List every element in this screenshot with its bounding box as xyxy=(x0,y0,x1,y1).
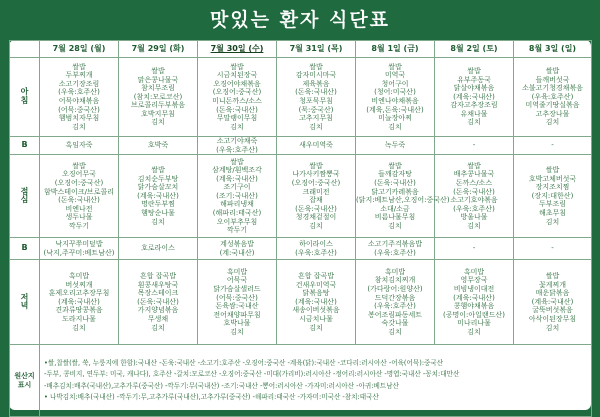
menu-cell xyxy=(356,137,435,155)
day-header: 8월 1일 (금) xyxy=(356,41,435,58)
menu-item: 쌀밥 xyxy=(545,66,560,75)
menu-item: (돈육:국내산) xyxy=(137,297,179,306)
menu-item: 방울나물 xyxy=(460,213,488,222)
menu-item: - xyxy=(472,141,476,150)
menu-table-card xyxy=(9,40,591,410)
day-header-row xyxy=(10,41,592,58)
menu-cell xyxy=(435,260,514,345)
menu-item: 청경채겉절이 xyxy=(295,213,337,222)
menu-item: 소고기장조림 xyxy=(58,79,100,88)
menu-cell xyxy=(277,137,356,155)
menu-item: 하이라이스 xyxy=(299,240,333,249)
menu-cell xyxy=(119,238,198,260)
menu-item: 닭가슴살꼬치 xyxy=(137,183,179,192)
menu-cell xyxy=(198,260,277,345)
origin-line: -배추김치:배추(국내산),고추가루(중국산) -깍두기:무(국내산) -조기:국내산 -뽕어:러시아산 -가자미:러시아산 -아귀:베트남산 xyxy=(44,381,399,390)
day-header: 8월 3일 (일) xyxy=(514,41,592,58)
menu-item: 미나리나물 xyxy=(457,319,491,328)
menu-cell xyxy=(514,58,592,137)
menu-item: (계육:국내산) xyxy=(216,174,258,183)
menu-cell xyxy=(514,137,592,155)
menu-item: 아삭이된장무침 xyxy=(528,315,577,324)
menu-item: 맑은콩나물국 xyxy=(137,75,179,84)
day-header-today: 7월 30일 (수) xyxy=(198,41,277,58)
menu-item: 브로콜리두부볶음 xyxy=(130,101,186,110)
menu-item: 무말랭이무침 xyxy=(216,114,258,123)
menu-item: 고추지무침 xyxy=(299,114,333,123)
menu-item: 흑미밥 xyxy=(68,272,90,281)
menu-item: 쌀밥 xyxy=(230,157,244,166)
menu-item: 소고기야채죽 xyxy=(216,137,258,145)
menu-item: 함박스테이크/브로콜리 xyxy=(44,187,114,196)
menu-item: 소고기주걱볶음밥 xyxy=(367,240,423,249)
menu-item: 미역줄기땅실볶음 xyxy=(525,101,580,110)
menu-item: 낙지꾸쭈미덮밥 xyxy=(55,240,103,249)
menu-item: 쌀밥 xyxy=(309,62,323,71)
day-header: 8월 2일 (토) xyxy=(435,41,514,58)
menu-item: (계:국내산) xyxy=(219,248,255,257)
breakfast-label: 아 침 xyxy=(10,58,40,137)
menu-item: 흑미밥 xyxy=(384,267,406,276)
menu-item: 흔합 잡곡밥 xyxy=(297,272,335,281)
menu-item: 콩햄야채볶음 xyxy=(453,302,495,311)
menu-item: 햄탕순나물 xyxy=(141,209,175,218)
menu-cell xyxy=(277,58,356,137)
menu-item: 호박죽 xyxy=(147,141,169,150)
menu-item: (닭지:베트남산,오징어:중국산) xyxy=(356,196,450,205)
menu-item: 두부찌개 xyxy=(65,71,93,80)
origin-line: • 나박김치:배추(국내산) -깍두기:무,고추가루(국내산),고추가루(중국산) -해파리:태국산 -가자미:미국산 -참치:태국산 xyxy=(44,393,379,402)
menu-item: 참치무조림 xyxy=(141,84,175,93)
menu-item: 김치 xyxy=(388,122,402,131)
menu-item: (오징어:중국산) xyxy=(54,179,104,187)
menu-item: (계육:국내산) xyxy=(453,293,495,302)
menu-item: 호박나물 xyxy=(223,319,251,328)
menu-item: 쌀밥 xyxy=(467,66,481,75)
menu-item: (청어:미국산) xyxy=(374,88,416,97)
menu-cell xyxy=(277,238,356,260)
menu-item: 닭고기카레볶음 xyxy=(371,187,419,196)
breakfast-row xyxy=(10,58,592,137)
menu-cell xyxy=(40,58,119,137)
menu-item: 미늘장아찌 xyxy=(378,114,412,123)
menu-item: 시금치나물 xyxy=(299,315,333,324)
menu-item: 김치 xyxy=(151,323,165,332)
menu-item: (계육:국내산) xyxy=(531,297,574,306)
menu-item: 명란두부찜 xyxy=(141,200,175,209)
menu-item: 쌀밥 xyxy=(151,66,165,75)
snack2-row xyxy=(10,238,592,260)
menu-item: 김치순두부탕 xyxy=(137,174,179,183)
menu-item: 쌀밥 xyxy=(151,166,165,175)
menu-table xyxy=(9,40,592,417)
menu-item: 감자미시마국 xyxy=(295,71,337,80)
menu-item: 꽃게찌개 xyxy=(538,280,567,289)
dinner-row xyxy=(10,260,592,345)
menu-item: (우육:호주산) xyxy=(374,302,416,311)
menu-item: (계육,돈육:국내산) xyxy=(366,105,424,114)
menu-item: 김치 xyxy=(151,118,165,127)
menu-item: 미니돈까스/소스 xyxy=(212,97,262,105)
menu-item: 미역국 xyxy=(384,71,406,80)
menu-item: 비엔나전 xyxy=(65,204,93,213)
menu-item: 쌀밥 xyxy=(72,161,86,170)
menu-item: 버섯찌개 xyxy=(65,280,93,289)
menu-item: 해파리냉채 xyxy=(220,200,254,209)
menu-item: (공명이:아일랜드산) xyxy=(443,310,505,319)
menu-cell xyxy=(119,58,198,137)
menu-item: (돈육:국내산) xyxy=(374,179,416,187)
lunch-label: 점 심 xyxy=(10,155,40,238)
menu-item: (해파리:태국산) xyxy=(212,209,262,218)
menu-item: 청포묵무침 xyxy=(299,97,333,105)
menu-item: 김치 xyxy=(151,217,165,226)
day-header: 7월 29일 (화) xyxy=(119,41,198,58)
menu-cell xyxy=(356,260,435,345)
menu-item: 비름나물무침 xyxy=(374,213,416,222)
menu-item: 고추장나물 xyxy=(535,109,570,118)
menu-cell xyxy=(40,137,119,155)
menu-item: (계육:국내산) xyxy=(58,297,100,306)
menu-item: 닭가슴살샐러드 xyxy=(213,285,261,293)
menu-item: (참치:모로코산) xyxy=(133,92,183,101)
menu-item: 녹두죽 xyxy=(384,141,406,150)
menu-item: 훈제오리고추장무침 xyxy=(48,289,110,298)
menu-item: 두부조림 xyxy=(538,200,567,209)
menu-item: 돈까스/소스 xyxy=(455,179,493,187)
menu-item: 전어채양파무침 xyxy=(213,310,261,319)
menu-item: 흑임자죽 xyxy=(65,141,93,150)
menu-item: 쌀밥 xyxy=(72,62,86,71)
menu-cell xyxy=(40,260,119,345)
menu-item: 매운닭볶음 xyxy=(535,289,570,298)
menu-item: 깍두기 xyxy=(68,221,90,230)
menu-item: 해초무침 xyxy=(538,209,567,218)
menu-cell xyxy=(198,155,277,238)
menu-item: 봉어조림파동세트 xyxy=(367,310,423,319)
menu-item: 비빔냉이대전 xyxy=(453,285,495,293)
menu-item: (우육:호주산) xyxy=(453,204,495,213)
menu-item: 소고기호야볶음 xyxy=(450,196,498,205)
menu-item: 깍두기 xyxy=(226,226,248,235)
corner-cell xyxy=(10,41,40,58)
menu-item: 목장스테이크 xyxy=(137,289,179,298)
menu-item: (낙지,주꾸미:베트남산) xyxy=(43,248,115,257)
menu-item: 김치 xyxy=(230,327,244,336)
menu-item: 김치 xyxy=(309,221,323,230)
menu-item: (돈육:국내산) xyxy=(453,187,495,196)
menu-item: 김치 xyxy=(467,118,481,127)
menu-item: - xyxy=(551,244,554,253)
menu-item: (돈육:국내산) xyxy=(58,196,100,205)
menu-item: 건새우미역국 xyxy=(295,280,337,289)
menu-cell xyxy=(40,238,119,260)
menu-item: 조기구이 xyxy=(223,183,251,192)
menu-cell xyxy=(356,238,435,260)
menu-item: 도라지나물 xyxy=(62,315,96,324)
menu-item: 유채나물 xyxy=(460,109,488,118)
menu-item: 오징어야채볶음 xyxy=(213,79,261,88)
menu-item: 견과류땅콩볶음 xyxy=(55,306,103,315)
menu-item: 김치 xyxy=(309,122,323,131)
menu-cell xyxy=(277,260,356,345)
menu-item: 호박지무침 xyxy=(141,109,175,118)
menu-cell xyxy=(435,238,514,260)
menu-item: (우육:호주산) xyxy=(295,248,337,257)
menu-item: (계육:국내산) xyxy=(453,92,495,101)
menu-item: 나가사키짬뽕국 xyxy=(292,170,340,179)
menu-item: 무생채 xyxy=(147,315,169,324)
menu-item: 돈육쌈:국내산 xyxy=(215,302,259,311)
menu-item: 햄범치자무침 xyxy=(58,114,100,123)
menu-item: 김치 xyxy=(467,327,481,336)
day-header: 7월 28일 (월) xyxy=(40,41,119,58)
menu-item: 드덕간장볶음 xyxy=(374,293,416,302)
menu-item: 잡채 xyxy=(309,196,323,205)
menu-item: 감자고추장조림 xyxy=(450,101,498,110)
menu-item: - xyxy=(551,141,554,150)
menu-item: 계성볶음밥 xyxy=(220,240,254,249)
menu-item: 소대/소금 xyxy=(380,204,410,213)
menu-item: (묵:중국산) xyxy=(298,105,334,114)
origin-line: •쌀,찹쌀(쌀, 쑥, 누룽지에 한함):국내산 -돈육:국내산 -소고기:호주산 -오징어:중국산 -계육(닭):국내산 -코다리:러시아산 -어육(어묵):중국산 xyxy=(44,358,444,367)
menu-item: (우육:호주산) xyxy=(531,92,574,101)
menu-cell xyxy=(514,155,592,238)
menu-item: (가다랑어:원양산) xyxy=(367,285,423,293)
menu-item: 닭살야채볶음 xyxy=(453,84,495,93)
menu-item: 쌀밥 xyxy=(467,161,481,170)
menu-item: (돈육:국내산) xyxy=(216,105,258,114)
menu-item: 흰콩새우탕국 xyxy=(137,280,179,289)
menu-item: 김치 xyxy=(388,221,402,230)
menu-cell xyxy=(40,155,119,238)
menu-item: 영무장국 xyxy=(460,276,488,285)
menu-item: (오징어:중국산) xyxy=(212,88,262,97)
menu-cell xyxy=(198,58,277,137)
menu-item: - xyxy=(472,244,476,253)
menu-cell xyxy=(435,137,514,155)
menu-item: 시금치된장국 xyxy=(216,71,258,80)
menu-item: 쌀밥 xyxy=(545,272,560,281)
menu-cell xyxy=(119,155,198,238)
menu-item: 김치 xyxy=(545,217,560,226)
menu-item: 김치 xyxy=(72,323,86,332)
snack2-label: B xyxy=(10,238,40,260)
menu-item: 숙갓나물 xyxy=(381,319,409,328)
origin-row xyxy=(10,345,592,417)
menu-item: 쌀밥 xyxy=(309,161,323,170)
origin-line: -두부, 콩비지, 연두부: 미국, 캐나다), 호주산 -갈치:모로코산 -오징어:중국산 -미대(가리비):러시아산 -정어리:러시아산 -명엽:국내산 -꽁치:대만산 xyxy=(44,370,460,379)
menu-item: 쌀밥 xyxy=(230,62,244,71)
page-title: 맛있는 환자 식단표 xyxy=(209,9,391,31)
menu-item: (오징어:중국산) xyxy=(291,179,341,187)
menu-item: 크래미전 xyxy=(302,187,330,196)
menu-cell xyxy=(119,260,198,345)
menu-item: 흑미밥 xyxy=(463,267,485,276)
menu-item: 어묵국 xyxy=(226,276,248,285)
menu-item: (우육:호주산) xyxy=(374,248,416,257)
menu-item: (우육:호주산) xyxy=(216,145,258,154)
menu-item: 비엔나야채볶음 xyxy=(371,97,419,105)
menu-item: 김치 xyxy=(72,122,86,131)
menu-item: 호로라이스 xyxy=(141,244,175,253)
menu-item: (돈육:국내산) xyxy=(295,88,337,97)
menu-item: 쌀밥 xyxy=(388,161,402,170)
menu-item: 배추콩나물국 xyxy=(453,170,495,179)
menu-item: 오이부추무침 xyxy=(216,217,258,226)
menu-item: 들깨감자탕 xyxy=(378,170,412,179)
menu-item: 어묵야채볶음 xyxy=(58,97,100,105)
menu-item: (돈육:국내산) xyxy=(295,204,337,213)
menu-item: 닭볶음탕 xyxy=(302,289,330,298)
menu-item: 장지조치찜 xyxy=(535,183,570,192)
menu-item: 생두나물 xyxy=(65,213,93,222)
menu-item: (어묵:중국산) xyxy=(58,105,100,114)
day-header: 7월 31일 (목) xyxy=(277,41,356,58)
menu-item: 호박고체버섯국 xyxy=(528,174,577,183)
menu-item: 제육볶음 xyxy=(302,79,330,88)
origin-label: 원산지 표시 xyxy=(10,345,40,417)
menu-cell xyxy=(356,58,435,137)
menu-cell xyxy=(277,155,356,238)
menu-cell xyxy=(198,238,277,260)
menu-cell xyxy=(435,58,514,137)
menu-item: 오징어무국 xyxy=(62,170,96,179)
menu-item: 새우미역죽 xyxy=(299,141,333,150)
menu-item: 삼계탕/흰백조각 xyxy=(212,166,262,175)
menu-cell xyxy=(356,155,450,238)
menu-item: 김치 xyxy=(309,323,323,332)
menu-item: (계육:국내산) xyxy=(295,297,337,306)
menu-item: 쌀밥 xyxy=(545,166,560,175)
menu-item: (어묵:중국산) xyxy=(216,293,258,302)
menu-item: (조기:국내산) xyxy=(216,191,258,200)
origin-text xyxy=(40,345,592,417)
menu-item: 김치 xyxy=(230,122,244,131)
menu-cell xyxy=(198,137,277,155)
menu-item: 쌀밥 xyxy=(388,62,402,71)
menu-item: 흑미밥 xyxy=(226,267,248,276)
menu-item: 유부주동국 xyxy=(457,75,491,84)
menu-item: 흔합 잡곡밥 xyxy=(139,272,177,281)
menu-item: 김치 xyxy=(545,323,560,332)
menu-item: 김치 xyxy=(545,118,560,127)
snack1-row xyxy=(10,137,592,155)
menu-cell xyxy=(119,137,198,155)
menu-item: 들깨버섯국 xyxy=(535,75,570,84)
menu-cell xyxy=(514,260,592,345)
menu-item: 굴뚝버섯볶음 xyxy=(532,306,573,315)
dinner-label: 저 녁 xyxy=(10,260,40,345)
menu-item: (우육:호주산) xyxy=(58,88,100,97)
lunch-row xyxy=(10,155,592,238)
menu-item: 가지양념볶음 xyxy=(137,306,179,315)
menu-item: 청어구이 xyxy=(381,79,409,88)
menu-item: (장지:대한산) xyxy=(531,191,574,200)
menu-item: (계육:국내산) xyxy=(137,191,179,200)
menu-item: 김치 xyxy=(467,221,481,230)
menu-item: 참치김치찌개 xyxy=(374,276,416,285)
snack1-label: B xyxy=(10,137,40,155)
menu-cell xyxy=(514,238,592,260)
menu-item: 새송이버섯볶음 xyxy=(292,306,340,315)
menu-item: 김치 xyxy=(388,327,402,336)
menu-item: 소불고기청경채볶음 xyxy=(522,84,583,93)
